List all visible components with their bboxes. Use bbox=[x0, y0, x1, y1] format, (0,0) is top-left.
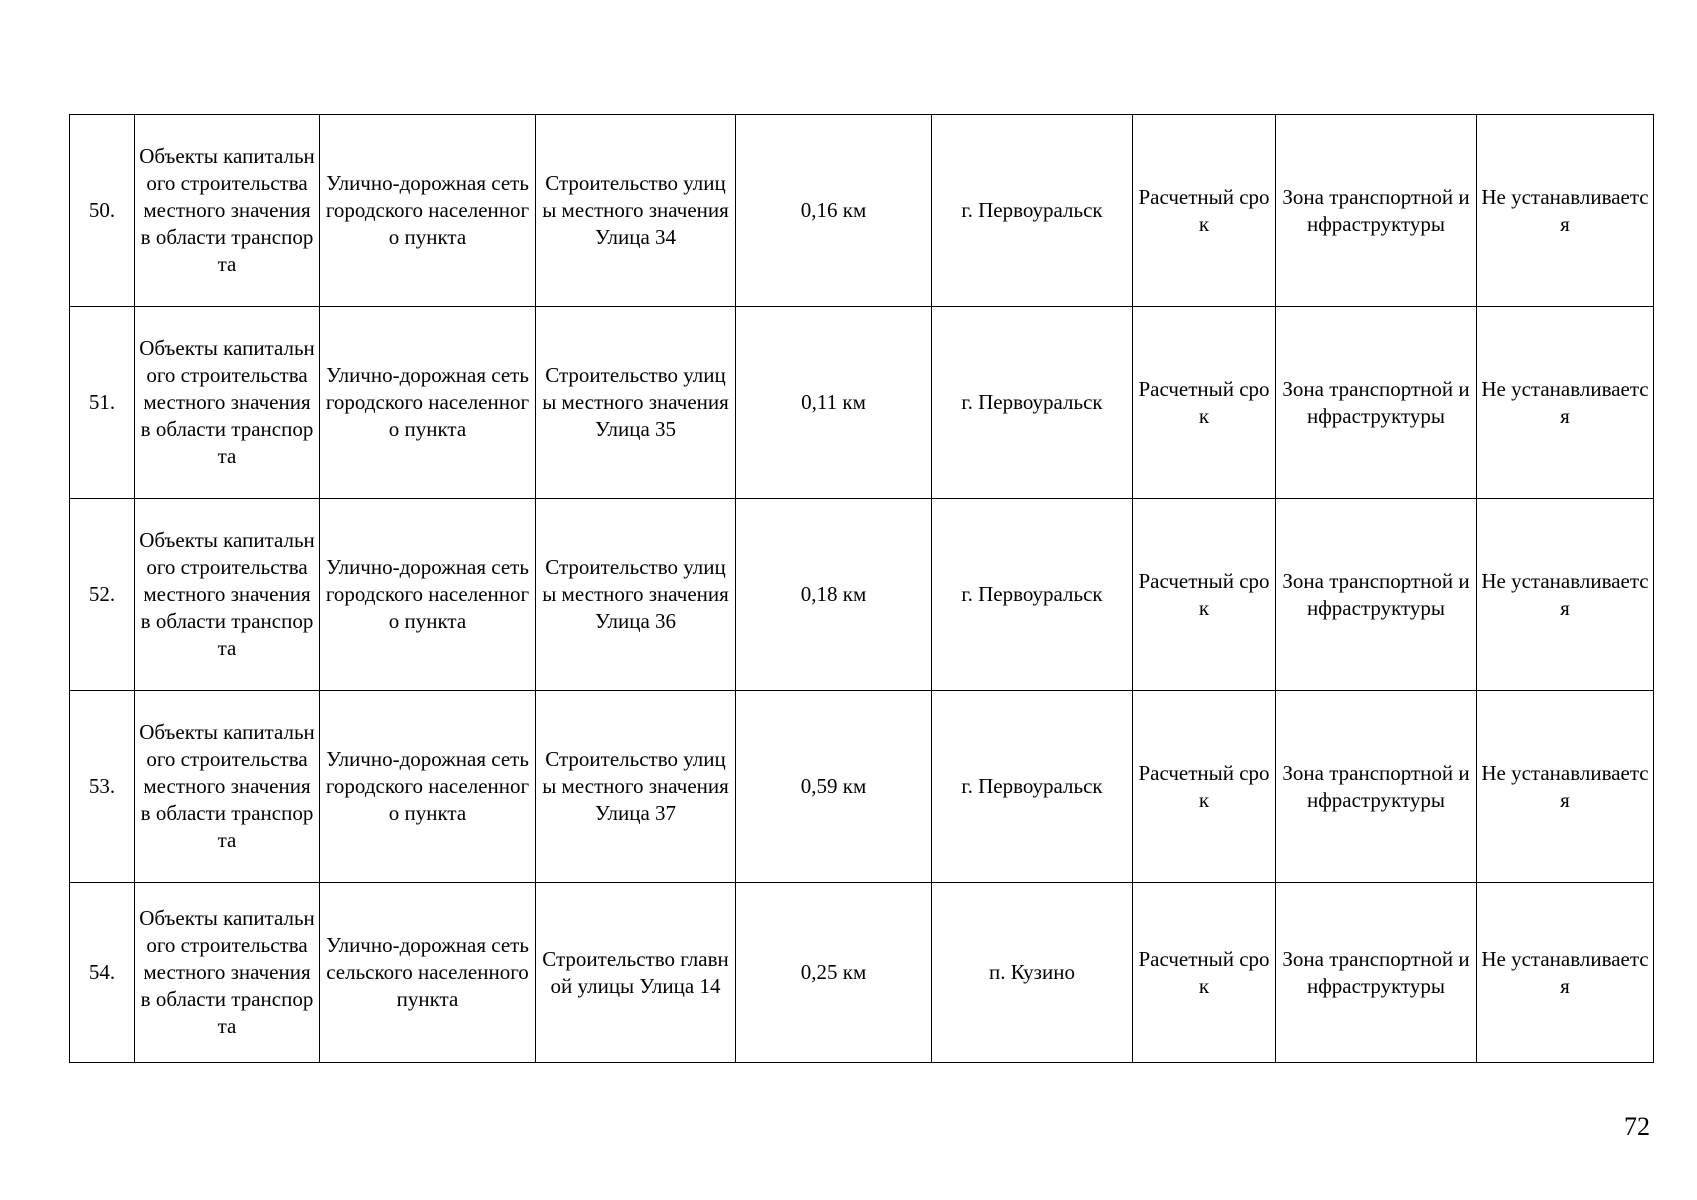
zone-cell: Зона транспортной инфраструктуры bbox=[1276, 115, 1477, 307]
zone-cell: Зона транспортной инфраструктуры bbox=[1276, 307, 1477, 499]
length-cell: 0,59 км bbox=[736, 691, 932, 883]
description-cell: Строительство главной улицы Улица 14 bbox=[536, 883, 736, 1063]
table-row bbox=[70, 307, 1654, 499]
term-cell: Расчетный срок bbox=[1133, 883, 1276, 1063]
object-type-cell: Объекты капитального строительства местного значения в области транспорта bbox=[135, 691, 320, 883]
zone-cell: Зона транспортной инфраструктуры bbox=[1276, 499, 1477, 691]
table-row bbox=[70, 499, 1654, 691]
object-type-cell: Объекты капитального строительства местного значения в области транспорта bbox=[135, 883, 320, 1063]
protection-zone-cell: Не устанавливаетс я bbox=[1477, 499, 1654, 691]
row-number: 52. bbox=[70, 499, 135, 691]
objects-table bbox=[69, 114, 1654, 1063]
location-cell: п. Кузино bbox=[932, 883, 1133, 1063]
protection-zone-cell: Не устанавливаетс я bbox=[1477, 115, 1654, 307]
term-cell: Расчетный срок bbox=[1133, 499, 1276, 691]
length-cell: 0,25 км bbox=[736, 883, 932, 1063]
description-cell: Строительство улицы местного значения Улица 37 bbox=[536, 691, 736, 883]
object-type-cell: Объекты капитального строительства местного значения в области транспорта bbox=[135, 115, 320, 307]
category-cell: Улично-дорожная сеть городского населенного пункта bbox=[320, 115, 536, 307]
location-cell: г. Первоуральск bbox=[932, 691, 1133, 883]
page-number: 72 bbox=[1624, 1112, 1650, 1141]
zone-cell: Зона транспортной инфраструктуры bbox=[1276, 883, 1477, 1063]
table-row bbox=[70, 883, 1654, 1063]
length-cell: 0,18 км bbox=[736, 499, 932, 691]
row-number: 54. bbox=[70, 883, 135, 1063]
location-cell: г. Первоуральск bbox=[932, 499, 1133, 691]
category-cell: Улично-дорожная сеть сельского населенного пункта bbox=[320, 883, 536, 1063]
row-number: 53. bbox=[70, 691, 135, 883]
description-cell: Строительство улицы местного значения Улица 35 bbox=[536, 307, 736, 499]
row-number: 50. bbox=[70, 115, 135, 307]
description-cell: Строительство улицы местного значения Улица 36 bbox=[536, 499, 736, 691]
object-type-cell: Объекты капитального строительства местного значения в области транспорта bbox=[135, 499, 320, 691]
length-cell: 0,11 км bbox=[736, 307, 932, 499]
category-cell: Улично-дорожная сеть городского населенного пункта bbox=[320, 307, 536, 499]
object-type-cell: Объекты капитального строительства местного значения в области транспорта bbox=[135, 307, 320, 499]
location-cell: г. Первоуральск bbox=[932, 307, 1133, 499]
term-cell: Расчетный срок bbox=[1133, 691, 1276, 883]
zone-cell: Зона транспортной инфраструктуры bbox=[1276, 691, 1477, 883]
protection-zone-cell: Не устанавливаетс я bbox=[1477, 307, 1654, 499]
term-cell: Расчетный срок bbox=[1133, 307, 1276, 499]
table-row bbox=[70, 691, 1654, 883]
row-number: 51. bbox=[70, 307, 135, 499]
category-cell: Улично-дорожная сеть городского населенного пункта bbox=[320, 499, 536, 691]
table-row bbox=[70, 115, 1654, 307]
protection-zone-cell: Не устанавливаетс я bbox=[1477, 883, 1654, 1063]
protection-zone-cell: Не устанавливаетс я bbox=[1477, 691, 1654, 883]
location-cell: г. Первоуральск bbox=[932, 115, 1133, 307]
description-cell: Строительство улицы местного значения Улица 34 bbox=[536, 115, 736, 307]
term-cell: Расчетный срок bbox=[1133, 115, 1276, 307]
category-cell: Улично-дорожная сеть городского населенного пункта bbox=[320, 691, 536, 883]
length-cell: 0,16 км bbox=[736, 115, 932, 307]
